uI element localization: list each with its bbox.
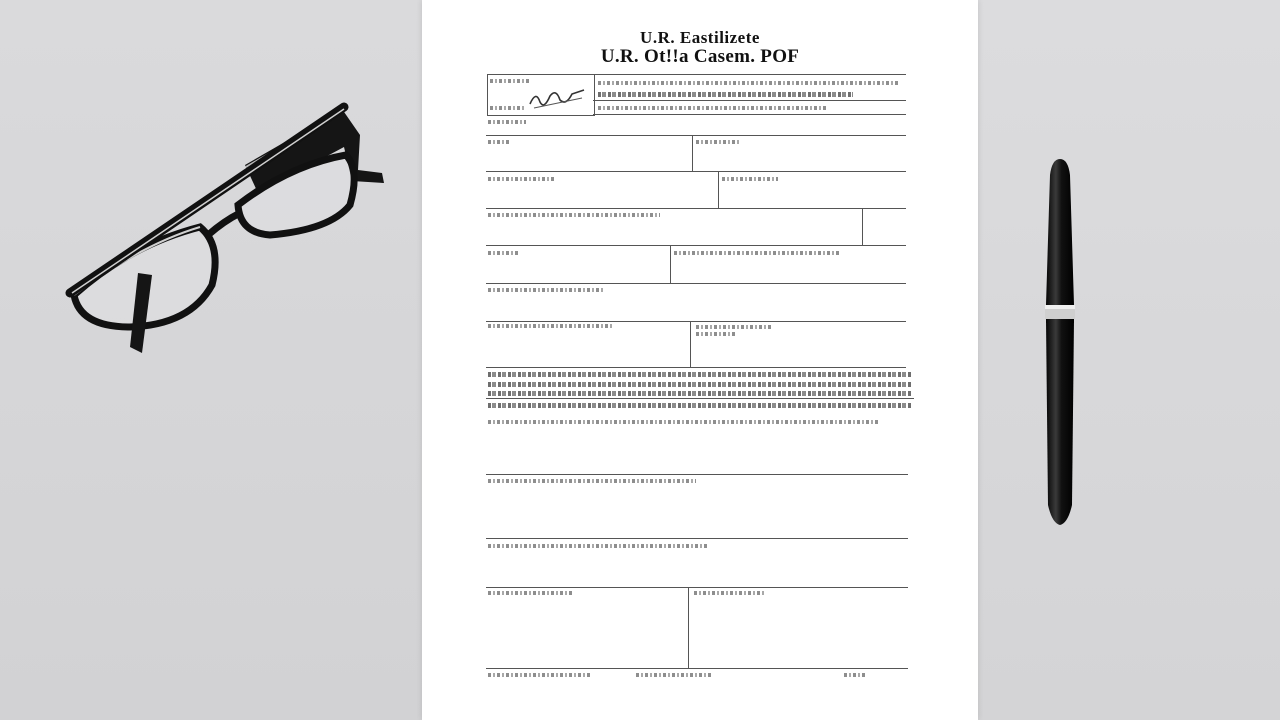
form-rule [486, 367, 906, 368]
document-sheet [422, 0, 978, 720]
form-field-label [488, 251, 518, 255]
form-divider [690, 321, 691, 367]
form-field-text [598, 92, 853, 97]
paragraph-text [488, 403, 912, 408]
paragraph-text [488, 391, 912, 396]
form-field-label [488, 479, 696, 483]
form-rule [486, 208, 906, 209]
form-divider [670, 245, 671, 283]
signature-mark [526, 84, 588, 112]
form-field-label [674, 251, 840, 255]
form-field-label [696, 332, 736, 336]
form-field-text [490, 106, 526, 110]
form-field-label [488, 213, 660, 217]
form-rule [486, 321, 906, 322]
form-rule [486, 283, 906, 284]
paragraph-text [488, 382, 912, 387]
document-title: U.R. Eastilizete [640, 28, 760, 47]
form-rule [486, 668, 908, 669]
form-field-label [488, 544, 708, 548]
form-field-text [598, 106, 828, 110]
document-subtitle: U.R. Ot!!a Casem. POF [600, 46, 800, 67]
footer-text [636, 673, 712, 677]
form-field-label [488, 591, 572, 595]
form-divider [692, 135, 693, 171]
form-rule [486, 245, 906, 246]
paragraph-text [488, 372, 912, 377]
form-divider [688, 587, 689, 668]
form-field-label [488, 120, 526, 124]
paragraph-text [488, 420, 880, 424]
form-field-label [488, 324, 612, 328]
form-rule [486, 474, 908, 475]
form-field-label [488, 140, 510, 144]
form-field-text [598, 81, 898, 85]
pen-icon [1040, 155, 1080, 530]
form-field-label [722, 177, 778, 181]
form-field-label [696, 325, 772, 329]
form-rule [486, 398, 914, 399]
form-rule [593, 100, 906, 101]
form-field-text [490, 79, 530, 83]
form-divider [718, 171, 719, 208]
footer-text [844, 673, 866, 677]
form-field-label [696, 140, 740, 144]
form-rule [486, 135, 906, 136]
form-field-label [694, 591, 766, 595]
form-rule [486, 538, 908, 539]
form-divider [862, 208, 863, 245]
form-rule [486, 171, 906, 172]
form-rule [593, 74, 906, 75]
form-field-label [488, 177, 554, 181]
form-rule [593, 114, 906, 115]
footer-text [488, 673, 592, 677]
desk-surface-right [978, 0, 1280, 720]
eyeglasses-icon [60, 95, 400, 365]
form-field-label [488, 288, 604, 292]
form-rule [486, 587, 908, 588]
